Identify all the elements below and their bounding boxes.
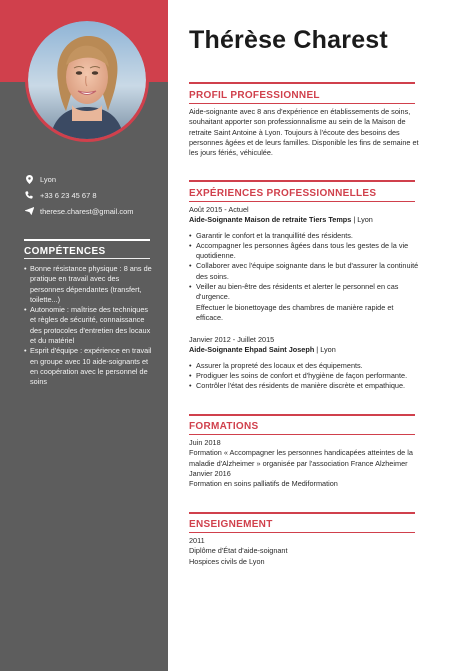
job-2	[189, 335, 419, 391]
job-title	[189, 345, 419, 355]
job-dates: Janvier 2012 - Juillet 2015	[189, 335, 275, 344]
job-dates: Août 2015 - Actuel	[189, 205, 249, 214]
education-school: Hospices civils de Lyon	[189, 556, 265, 566]
profile-photo	[25, 18, 149, 142]
skill-item: • Autonomie : maîtrise des techniques et règles de sécurité, connaissance des protocoles d'entretien des locaux et du matériel	[24, 305, 152, 346]
location-text: Lyon	[40, 174, 56, 184]
email-text[interactable]: therese.charest@gmail.com	[40, 206, 134, 216]
experience-divider-bottom	[189, 201, 415, 202]
education-entry	[189, 536, 419, 567]
candidate-name: Thérèse Charest	[189, 26, 388, 54]
training-date: Juin 2018	[189, 438, 221, 447]
education-heading: ENSEIGNEMENT	[189, 519, 273, 530]
skill-item: • Esprit d'équipe : expérience en travail en groupe avec 10 aide-soignants et en coopération avec le personnel de soins	[24, 346, 152, 387]
send-icon	[24, 207, 34, 215]
profile-divider-top	[189, 82, 415, 84]
job-bullet-continuation: Effectuer le bionettoyage des chambres de manière rapide et efficace.	[196, 302, 394, 322]
education-year: 2011	[189, 536, 205, 545]
profile-divider-bottom	[189, 103, 415, 104]
education-divider-bottom	[189, 532, 415, 533]
training-divider-bottom	[189, 434, 415, 435]
training-text: Formation en soins palliatifs de Mediformation	[189, 479, 338, 489]
job-bullet: • Garantir le confort et la tranquillité des résidents.	[189, 231, 419, 241]
contact-location	[24, 171, 56, 187]
job-role: Aide-Soignante Ehpad Saint Joseph	[189, 345, 315, 355]
job-bullet: • Collaborer avec l'équipe soignante dans le but d'assurer la continuité des soins.	[189, 261, 419, 282]
profile-heading: PROFIL PROFESSIONNEL	[189, 90, 320, 101]
skills-list	[24, 264, 152, 388]
contact-phone	[24, 187, 97, 203]
phone-text[interactable]: +33 6 23 45 67 8	[40, 190, 97, 200]
job-bullet: • Prodiguer les soins de confort et d'hygiène de façon performante.	[189, 371, 419, 381]
job-bullets	[189, 231, 419, 324]
job-location: | Lyon	[314, 345, 336, 355]
job-bullet: • Accompagner les personnes âgées dans tous les gestes de la vie quotidienne.	[189, 241, 419, 262]
job-role: Aide-Soignante Maison de retraite Tiers Temps	[189, 215, 352, 225]
training-heading: FORMATIONS	[189, 421, 259, 432]
skills-heading: COMPÉTENCES	[24, 246, 106, 257]
contact-email	[24, 203, 133, 219]
location-pin-icon	[24, 175, 34, 184]
portrait-image	[28, 21, 146, 139]
training-list	[189, 438, 419, 489]
education-divider-top	[189, 512, 415, 514]
phone-icon	[24, 191, 34, 199]
job-title	[189, 215, 419, 225]
skills-top-divider	[24, 239, 150, 241]
experience-divider-top	[189, 180, 415, 182]
training-date: Janvier 2016	[189, 468, 231, 478]
training-divider-top	[189, 414, 415, 416]
job-bullet: • Contrôler l'état des résidents de manière discrète et empathique.	[189, 381, 419, 391]
education-diploma: Diplôme d'État d'aide-soignant	[189, 546, 288, 556]
profile-text: Aide-soignante avec 8 ans d'expérience en établissements de soins, souhaitant apporter son professionnalisme au sein de la Maison de retraite Saint Antoine à Lyon. Toujours à l'écoute des besoins des personnes âgées et de leurs familles. Disponible les fins de semaine et les jours fériés, véhiculée.	[189, 107, 419, 158]
skill-item: • Bonne résistance physique : 8 ans de pratique en travail avec des personnes dépendantes (transfert, toilette...)	[24, 264, 152, 305]
training-text: Formation « Accompagner les personnes handicapées atteintes de la maladie d'Alzheimer » organisée par l'association France Alzheimer	[189, 448, 413, 468]
job-bullet: • Veiller au bien-être des résidents et alerter le personnel en cas d'urgence.	[189, 282, 419, 303]
skills-bottom-divider	[24, 258, 150, 259]
job-bullets	[189, 361, 419, 392]
job-1	[189, 205, 419, 323]
job-bullet: • Assurer la propreté des locaux et des équipements.	[189, 361, 419, 371]
job-location: | Lyon	[351, 215, 373, 225]
experience-heading: EXPÉRIENCES PROFESSIONNELLES	[189, 188, 377, 199]
